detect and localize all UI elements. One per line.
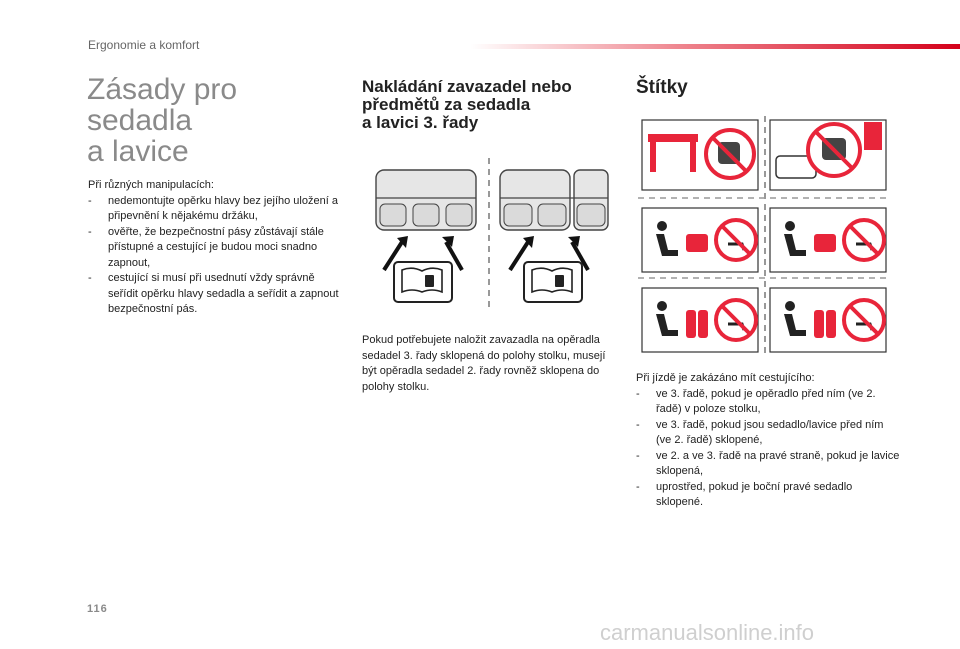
- list-item: - cestující si musí při usednutí vždy správně seřídit opěrku hlavy sedadla a seřídit a zapnout bezpečnostní pás.: [88, 271, 343, 318]
- page-title-line1: Zásady pro sedadla: [87, 73, 238, 137]
- seat-rules-intro: Při různých manipulacích:: [88, 179, 214, 191]
- seat-rules-list: [88, 194, 343, 318]
- labels-intro: Při jízdě je zakázáno mít cestujícího:: [636, 372, 815, 384]
- list-item: - ve 3. řadě, pokud je opěradlo před ním (ve 2. řadě) v poloze stolku,: [636, 387, 901, 418]
- list-item: - ve 3. řadě, pokud jsou sedadlo/lavice před ním (ve 2. řadě) sklopené,: [636, 418, 901, 449]
- list-item: - uprostřed, pokud je boční pravé sedadlo sklopené.: [636, 480, 901, 511]
- list-item: - ověřte, že bezpečnostní pásy zůstávají stále přístupné a cestující je budou moci snadno zapnout,: [88, 225, 343, 272]
- watermark: carmanualsonline.info: [600, 620, 815, 645]
- seat-illustration-icon: [376, 170, 476, 230]
- page-title: [87, 74, 347, 167]
- manual-book-icon: [394, 262, 452, 302]
- list-item: - ve 2. a ve 3. řadě na pravé straně, pokud je lavice sklopená,: [636, 449, 901, 480]
- labels-heading: Štítky: [636, 77, 688, 98]
- prohibition-label-icon: [770, 120, 886, 190]
- seat-illustration-icon: [500, 170, 608, 230]
- section-header: Ergonomie a komfort: [88, 38, 200, 52]
- labels-list: [636, 387, 901, 511]
- prohibition-label-icon: [642, 120, 758, 190]
- header-accent-bar: [470, 44, 960, 49]
- seat-rules-text: [88, 178, 343, 318]
- luggage-heading-line3: a lavici 3. řady: [362, 113, 479, 132]
- prohibition-label-icon: [642, 208, 758, 272]
- labels-illustration: [638, 116, 890, 356]
- luggage-text: Pokud potřebujete naložit zavazadla na opěradla sedadel 3. řady sklopená do polohy stolku, musejí být opěradla sedadel 2. řady rovněž sklopena do polohy stolku.: [362, 334, 606, 393]
- prohibition-label-icon: [642, 288, 758, 352]
- page-number: 116: [87, 603, 108, 615]
- labels-text: [636, 371, 901, 511]
- list-item: - nedemontujte opěrku hlavy bez jejího uložení a připevnění k nějakému držáku,: [88, 194, 343, 225]
- luggage-illustration: [362, 158, 617, 310]
- luggage-heading: [362, 78, 612, 132]
- page-title-line2: a lavice: [87, 135, 189, 168]
- luggage-heading-line2: předmětů za sedadla: [362, 95, 531, 114]
- prohibition-label-icon: [770, 208, 886, 272]
- manual-book-icon: [524, 262, 582, 302]
- luggage-heading-line1: Nakládání zavazadel nebo: [362, 77, 572, 96]
- prohibition-label-icon: [770, 288, 886, 352]
